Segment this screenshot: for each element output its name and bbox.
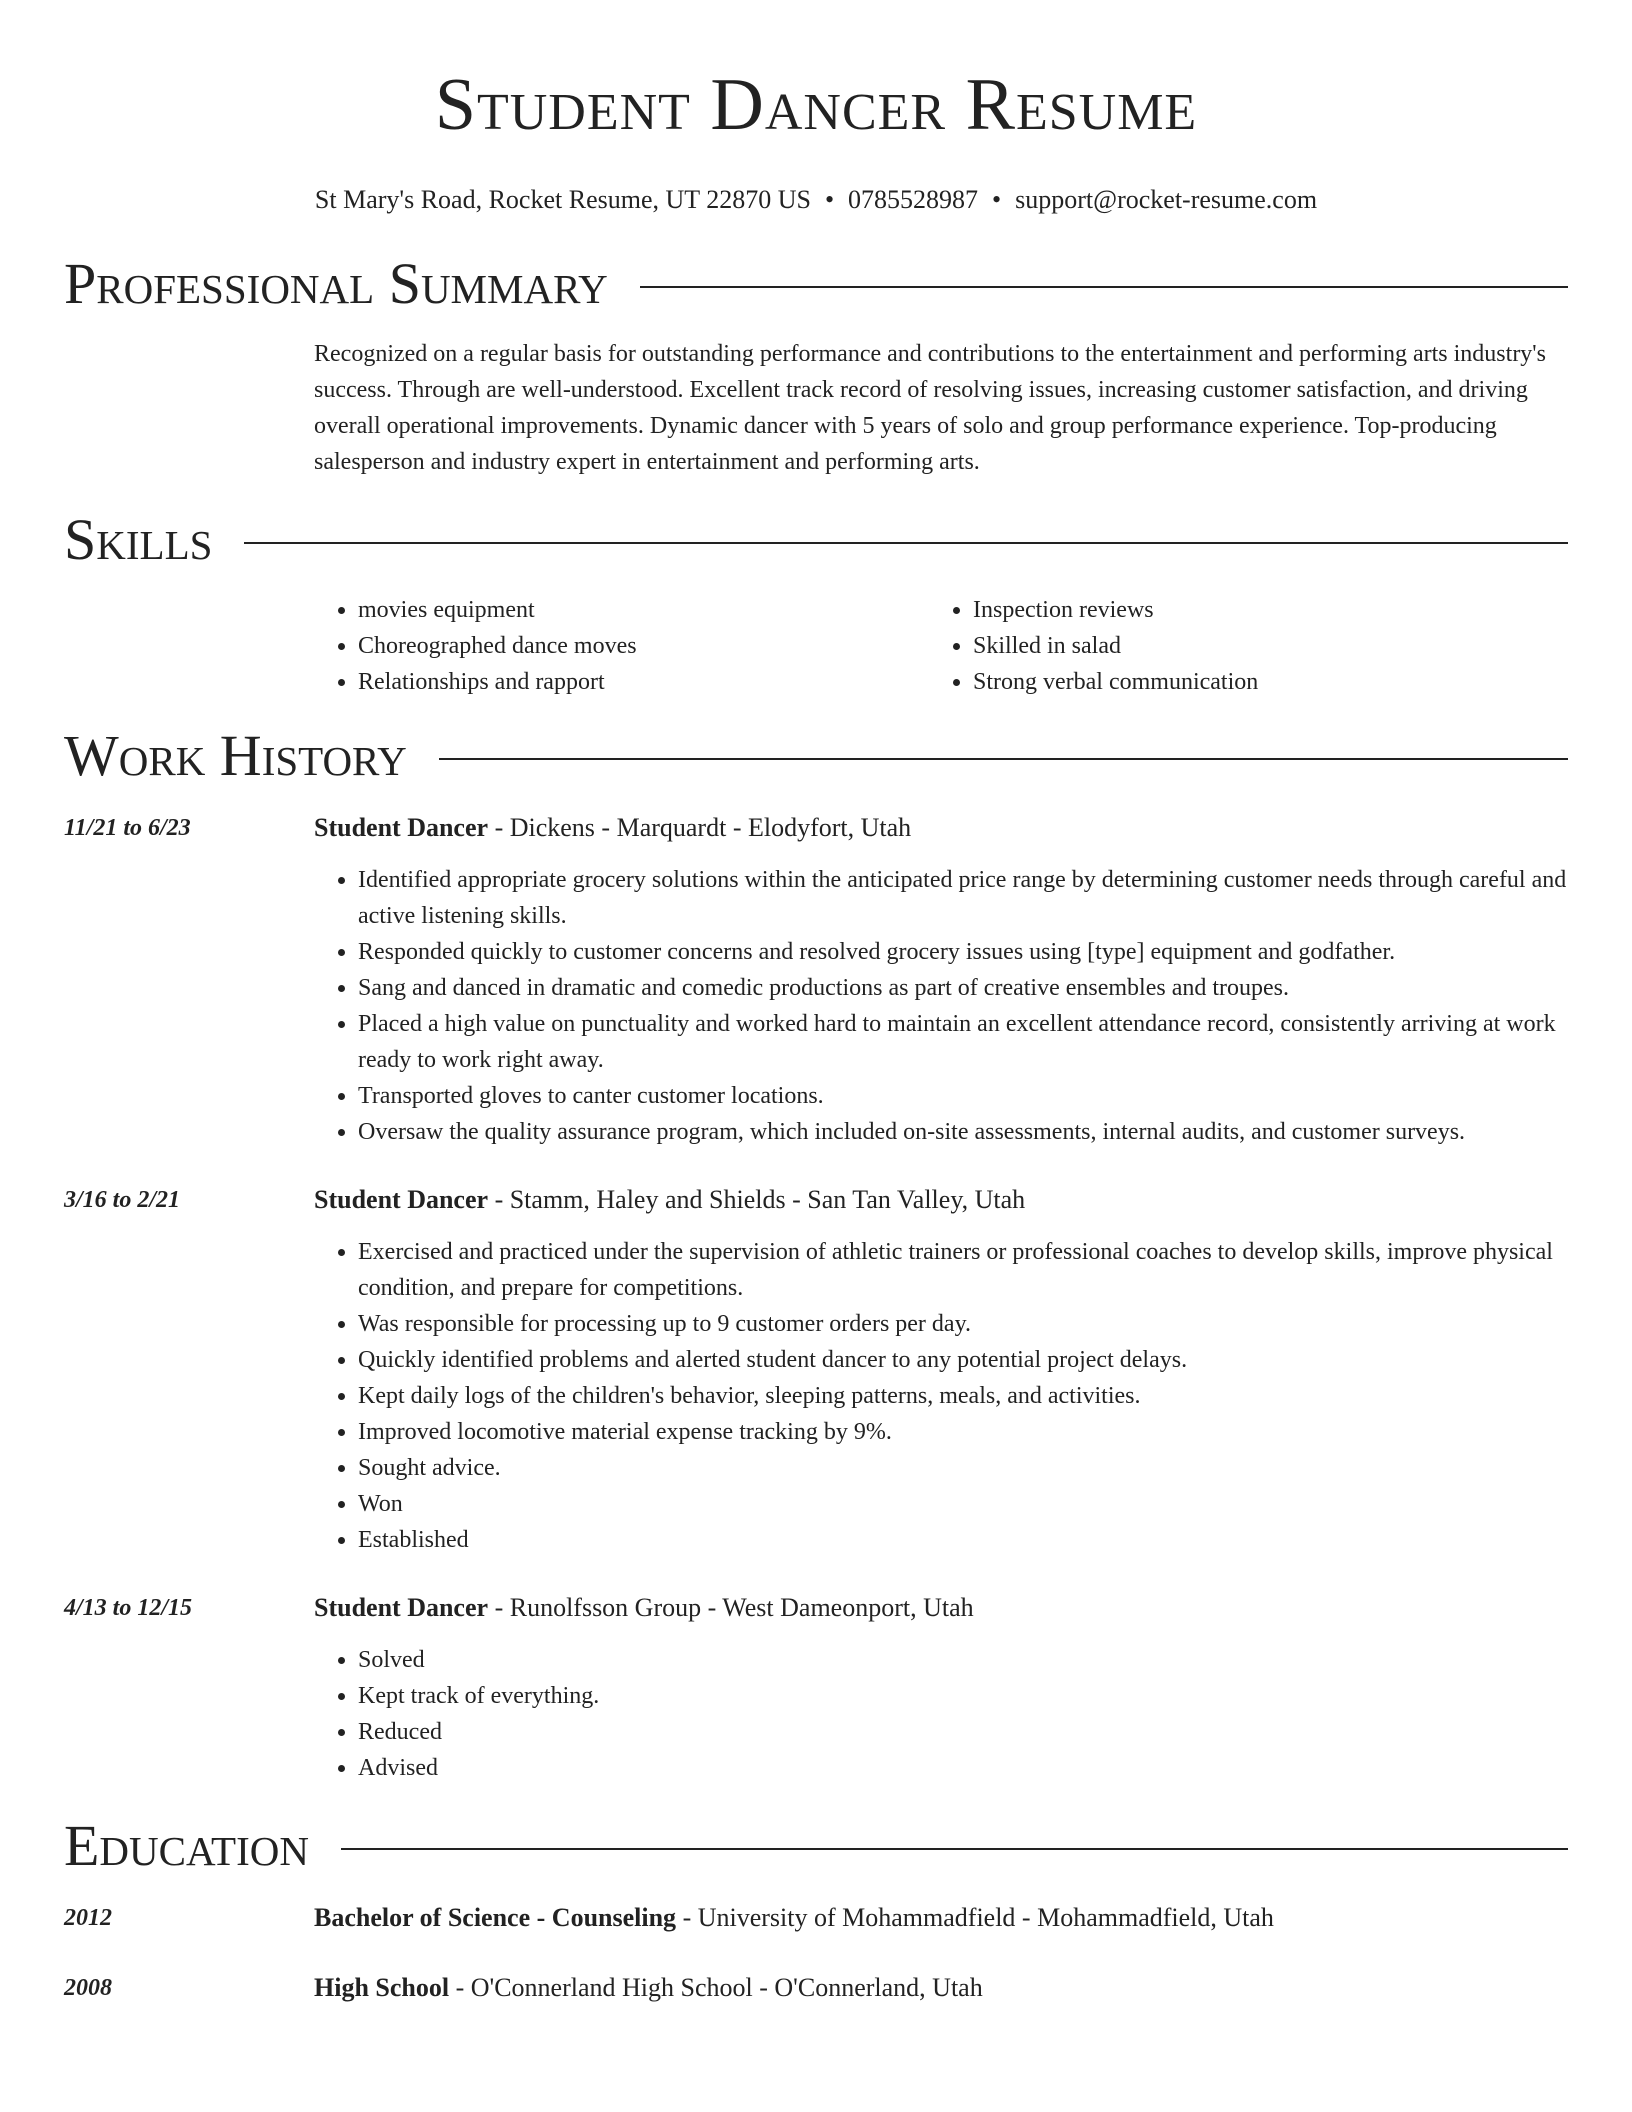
education-year: 2012 bbox=[64, 1905, 112, 1931]
skill-item: • Choreographed dance moves bbox=[358, 628, 929, 664]
summary-text: Recognized on a regular basis for outstanding performance and contributions to the entertainment and performing arts industry's success. Through are well-understood. Excellent track record of resolving issues, increasing customer satisfaction, and driving overall operational improvements. Dynamic dancer with 5 years of solo and group performance experience. Top-producing salesperson and industry expert in entertainment and performing arts. bbox=[314, 341, 1546, 475]
job-bullet: • Solved bbox=[358, 1642, 1568, 1678]
job-bullet: • Reduced bbox=[358, 1714, 1568, 1750]
education-degree: High School bbox=[314, 1973, 450, 2002]
job-heading bbox=[314, 1182, 1568, 1218]
skill-item: • Skilled in salad bbox=[973, 628, 1544, 664]
job-bullet: • Quickly identified problems and alerted student dancer to any potential project delays. bbox=[358, 1342, 1568, 1378]
job-bullet: • Won bbox=[358, 1486, 1568, 1522]
job-company: - Stamm, Haley and Shields - San Tan Valley, Utah bbox=[488, 1185, 1026, 1214]
job-bullet: • Established bbox=[358, 1522, 1568, 1558]
job-bullet: • Identified appropriate grocery solutions within the anticipated price range by determining customer needs through careful and active listening skills. bbox=[358, 862, 1568, 934]
job-bullet: • Placed a high value on punctuality and worked hard to maintain an excellent attendance record, consistently arriving at work ready to work right away. bbox=[358, 1006, 1568, 1078]
section-divider bbox=[439, 758, 1568, 760]
job-body bbox=[314, 1590, 1568, 1786]
job-bullets bbox=[314, 1234, 1568, 1558]
education-entry bbox=[64, 1900, 1568, 1936]
summary-section-header bbox=[64, 251, 1568, 316]
resume-title: Student Dancer Resume bbox=[434, 64, 1198, 146]
education-line bbox=[314, 1900, 1274, 1936]
job-dates: 4/13 to 12/15 bbox=[64, 1595, 193, 1621]
education-entry bbox=[64, 1970, 1568, 2006]
job-dates: 3/16 to 2/21 bbox=[64, 1187, 181, 1213]
skill-item: • Strong verbal communication bbox=[973, 664, 1544, 700]
education-school: - University of Mohammadfield - Mohammadfield, Utah bbox=[676, 1903, 1274, 1932]
job-title: Student Dancer bbox=[314, 1593, 489, 1622]
email: support@rocket-resume.com bbox=[1015, 185, 1318, 214]
job-entry bbox=[64, 1182, 1568, 1558]
skills-list bbox=[314, 592, 1568, 700]
job-body bbox=[314, 810, 1568, 1150]
skills-section-header bbox=[64, 507, 1568, 572]
education-line bbox=[314, 1970, 983, 2006]
job-heading bbox=[314, 1590, 1568, 1626]
section-divider bbox=[341, 1848, 1568, 1850]
job-bullets bbox=[314, 1642, 1568, 1786]
skills-column-right bbox=[929, 592, 1544, 700]
skill-item: • movies equipment bbox=[358, 592, 929, 628]
job-bullet: • Oversaw the quality assurance program, which included on-site assessments, internal audits, and customer surveys. bbox=[358, 1114, 1568, 1150]
section-title: Professional Summary bbox=[64, 251, 608, 316]
education-school: - O'Connerland High School - O'Connerland, Utah bbox=[449, 1973, 983, 2002]
work-section-header bbox=[64, 723, 1568, 788]
section-title: Education bbox=[64, 1813, 309, 1878]
job-title: Student Dancer bbox=[314, 1185, 489, 1214]
job-bullet: • Kept daily logs of the children's behavior, sleeping patterns, meals, and activities. bbox=[358, 1378, 1568, 1414]
job-bullet: • Improved locomotive material expense tracking by 9%. bbox=[358, 1414, 1568, 1450]
education-list bbox=[64, 1900, 1568, 2006]
job-bullets bbox=[314, 862, 1568, 1150]
section-divider bbox=[244, 542, 1568, 544]
skills-column-left bbox=[314, 592, 929, 700]
contact-line bbox=[64, 184, 1568, 216]
section-title: Skills bbox=[64, 507, 213, 572]
job-company: - Runolfsson Group - West Dameonport, Utah bbox=[488, 1593, 974, 1622]
job-bullet: • Sought advice. bbox=[358, 1450, 1568, 1486]
job-bullet: • Exercised and practiced under the supervision of athletic trainers or professional coaches to develop skills, improve physical condition, and prepare for competitions. bbox=[358, 1234, 1568, 1306]
job-bullet: • Kept track of everything. bbox=[358, 1678, 1568, 1714]
section-divider bbox=[640, 286, 1568, 288]
job-bullet: • Transported gloves to canter customer locations. bbox=[358, 1078, 1568, 1114]
job-entry bbox=[64, 810, 1568, 1150]
job-dates: 11/21 to 6/23 bbox=[64, 815, 191, 841]
job-bullet: • Advised bbox=[358, 1750, 1568, 1786]
job-title: Student Dancer bbox=[314, 813, 489, 842]
job-entry bbox=[64, 1590, 1568, 1786]
address: St Mary's Road, Rocket Resume, UT 22870 US bbox=[314, 185, 811, 214]
skill-item: • Inspection reviews bbox=[973, 592, 1544, 628]
job-bullet: • Was responsible for processing up to 9 customer orders per day. bbox=[358, 1306, 1568, 1342]
job-heading bbox=[314, 810, 1568, 846]
job-company: - Dickens - Marquardt - Elodyfort, Utah bbox=[488, 813, 912, 842]
work-history-list bbox=[64, 810, 1568, 1786]
education-section-header bbox=[64, 1813, 1568, 1878]
education-year: 2008 bbox=[64, 1975, 112, 2001]
section-title: Work History bbox=[64, 723, 407, 788]
job-bullet: • Sang and danced in dramatic and comedic productions as part of creative ensembles and troupes. bbox=[358, 970, 1568, 1006]
separator: • bbox=[992, 185, 1002, 214]
job-bullet: • Responded quickly to customer concerns and resolved grocery issues using [type] equipment and godfather. bbox=[358, 934, 1568, 970]
phone: 0785528987 bbox=[848, 185, 979, 214]
education-degree: Bachelor of Science - Counseling bbox=[314, 1903, 677, 1932]
separator: • bbox=[824, 185, 835, 214]
job-body bbox=[314, 1182, 1568, 1558]
skill-item: • Relationships and rapport bbox=[358, 664, 929, 700]
